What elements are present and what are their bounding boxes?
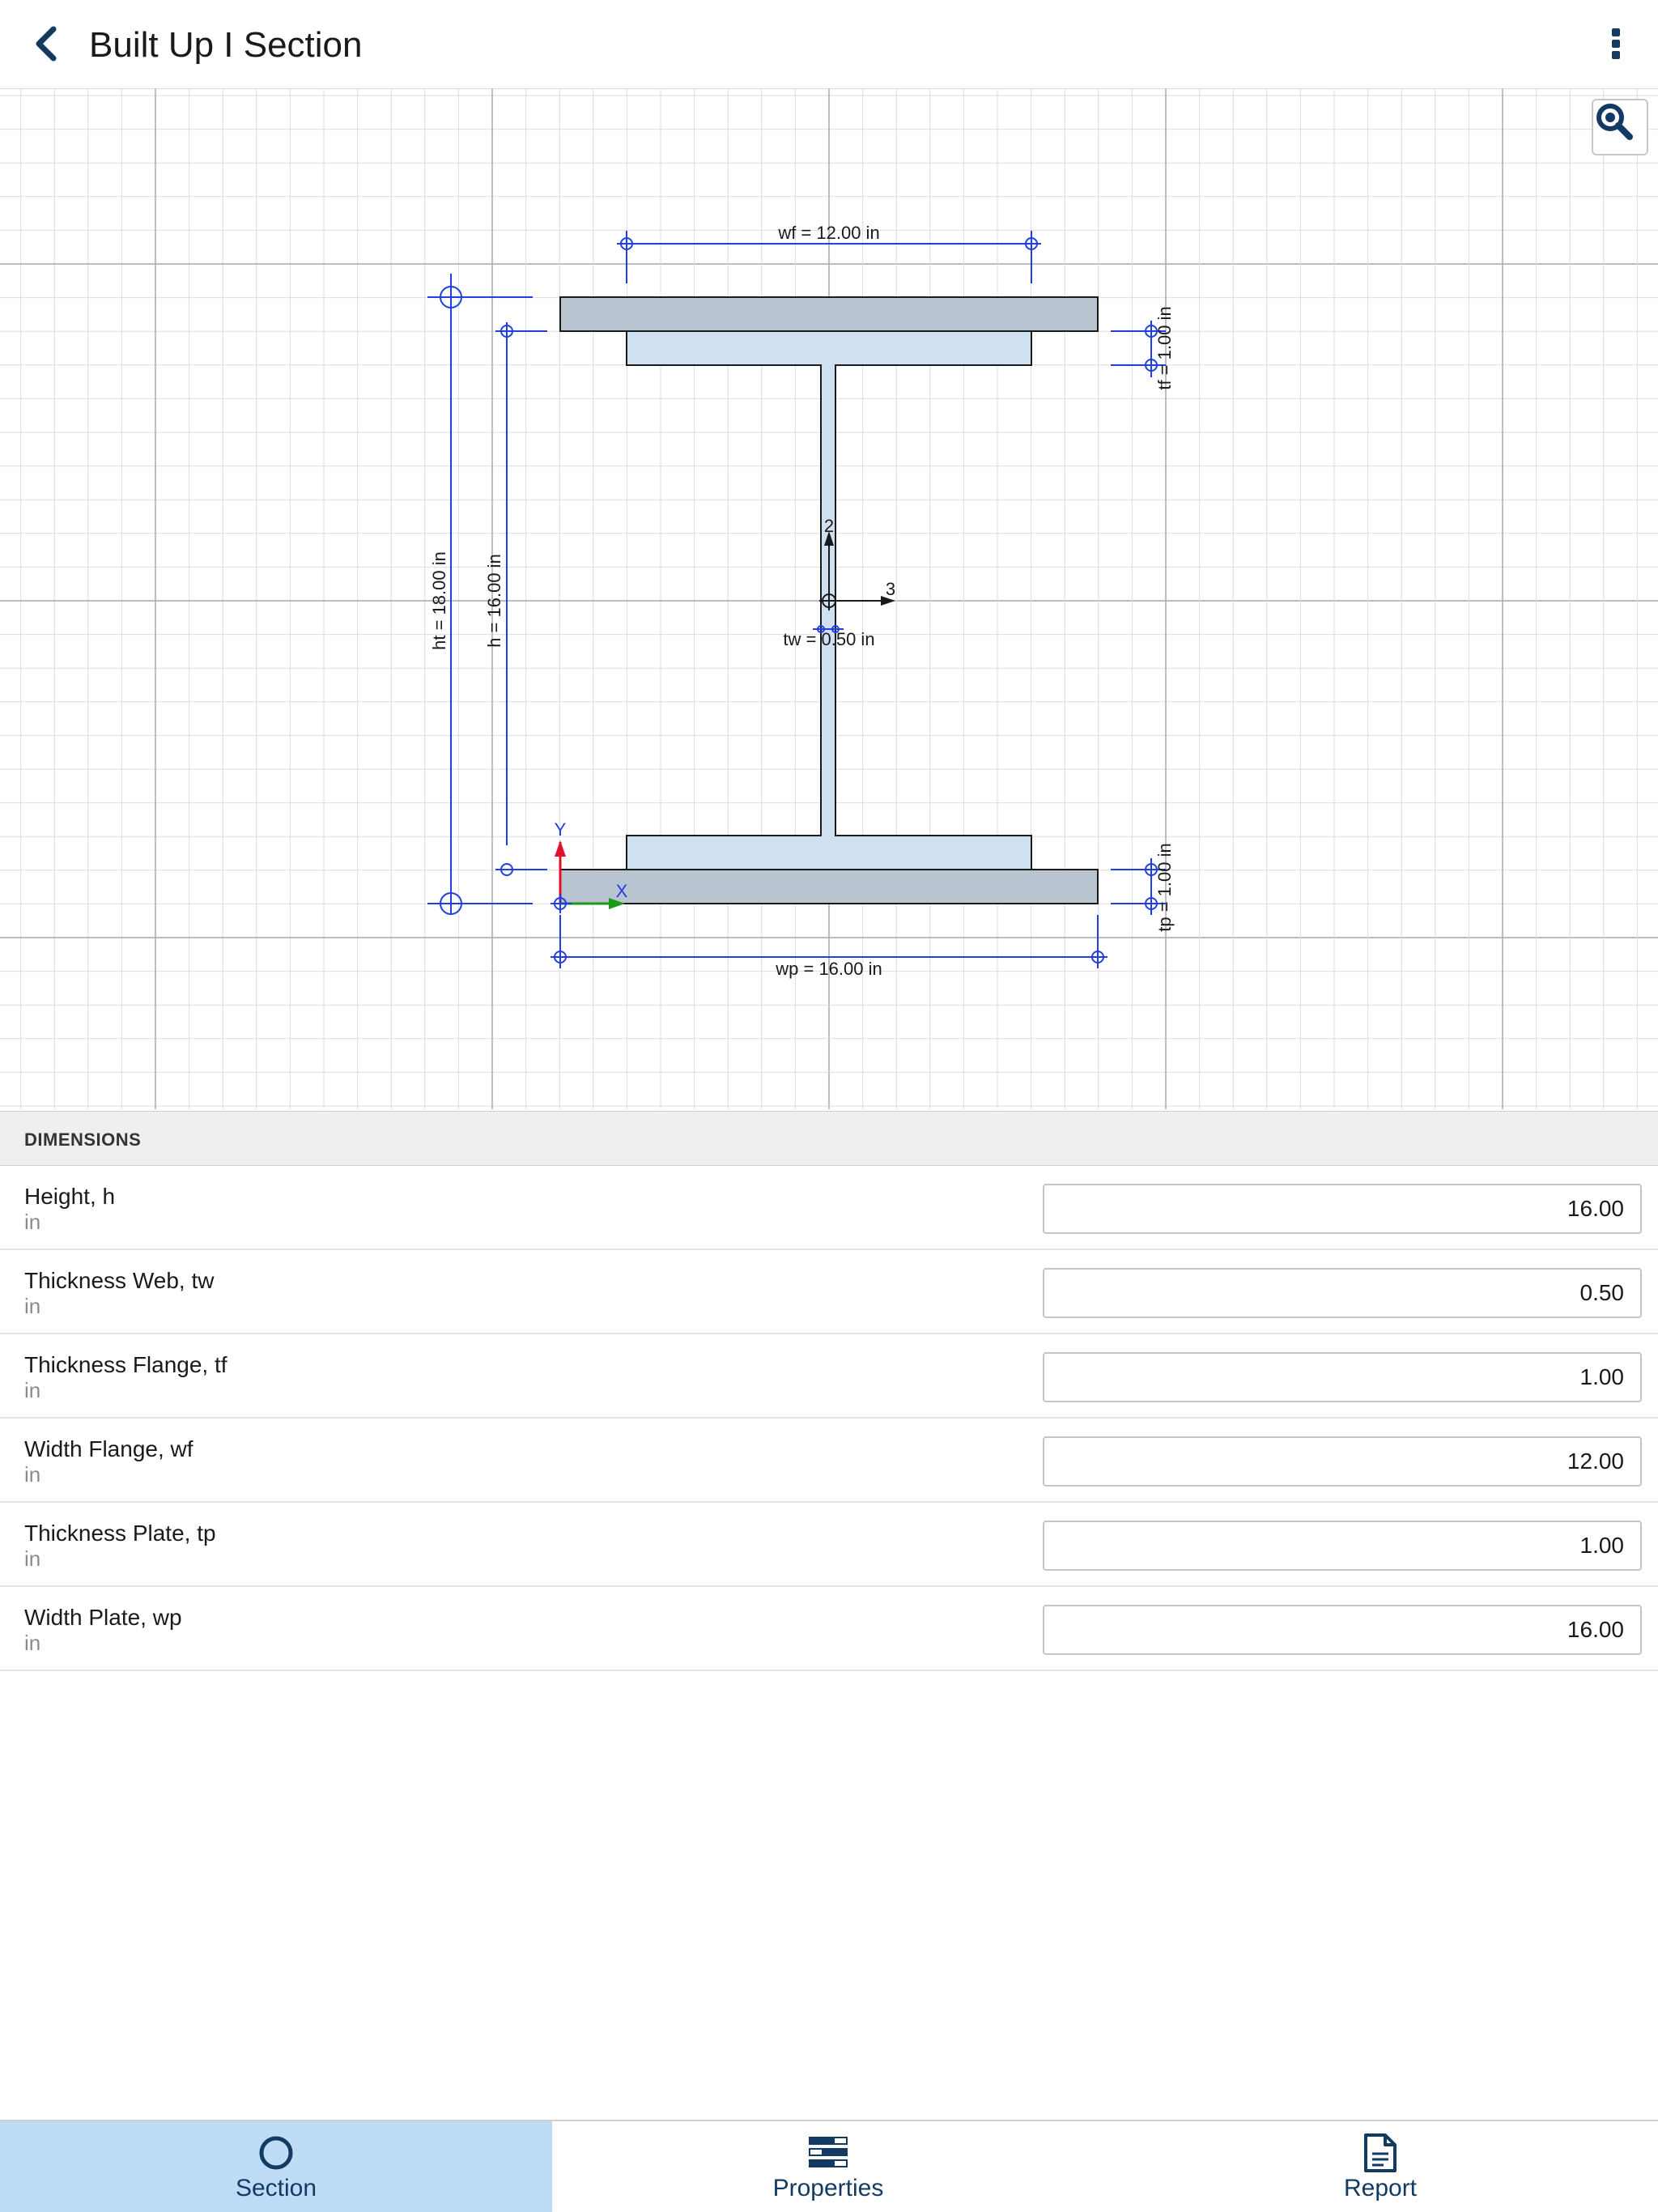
dimension-label: Thickness Web, tw	[24, 1268, 215, 1293]
axis-y-label: Y	[554, 819, 567, 840]
axis-x-label: X	[615, 881, 628, 901]
dimension-unit: in	[24, 1546, 41, 1571]
dimension-unit: in	[24, 1378, 41, 1402]
tab-report[interactable]	[1104, 2121, 1656, 2212]
dimension-row-height	[0, 1166, 1658, 1250]
tab-properties-label: Properties	[772, 2175, 884, 2201]
dimension-unit: in	[24, 1462, 41, 1487]
dimension-row-thickness-flange	[0, 1334, 1658, 1419]
tw-label: tw = 0.50 in	[783, 629, 875, 649]
width-plate-input[interactable]	[1043, 1605, 1642, 1655]
dimensions-header-label: DIMENSIONS	[24, 1129, 142, 1150]
dimension-label: Width Plate, wp	[24, 1605, 182, 1630]
more-options-button[interactable]	[1592, 19, 1640, 68]
dimension-unit: in	[24, 1210, 41, 1234]
more-vertical-icon	[1608, 23, 1624, 64]
h-label: h = 16.00 in	[484, 554, 504, 648]
axis-3-label: 3	[885, 579, 896, 599]
chevron-left-icon	[31, 24, 63, 63]
dimension-row-width-plate	[0, 1587, 1658, 1671]
bottom-navigation	[0, 2120, 1658, 2212]
dimension-label: Width Flange, wf	[24, 1436, 193, 1461]
dimensions-list	[0, 1166, 1658, 1671]
width-flange-input[interactable]	[1043, 1436, 1642, 1487]
section-drawing-canvas[interactable]	[0, 89, 1658, 1109]
wf-label: wf = 12.00 in	[778, 223, 880, 243]
tab-section[interactable]	[0, 2121, 552, 2212]
tp-label: tp = 1.00 in	[1154, 843, 1175, 932]
section-drawing	[0, 89, 1658, 1109]
dimension-row-thickness-web	[0, 1250, 1658, 1334]
page-title: Built Up I Section	[89, 25, 363, 65]
tab-properties[interactable]	[552, 2121, 1104, 2212]
zoom-icon	[1593, 100, 1635, 143]
dimensions-section-header	[0, 1111, 1658, 1166]
top-plate	[560, 297, 1098, 331]
thickness-web-input[interactable]	[1043, 1268, 1642, 1318]
bottom-plate	[560, 870, 1098, 904]
ht-label: ht = 18.00 in	[429, 551, 449, 650]
axis-2-label: 2	[823, 516, 835, 536]
circle-icon	[253, 2133, 299, 2173]
zoom-button[interactable]	[1592, 99, 1648, 155]
tf-label: tf = 1.00 in	[1154, 306, 1175, 390]
height-input[interactable]	[1043, 1184, 1642, 1234]
tab-report-label: Report	[1343, 2175, 1418, 2201]
wp-label: wp = 16.00 in	[776, 959, 882, 979]
thickness-plate-input[interactable]	[1043, 1521, 1642, 1571]
app-header	[0, 0, 1658, 89]
back-button[interactable]	[23, 19, 71, 68]
dimension-label: Thickness Flange, tf	[24, 1352, 227, 1377]
dimension-label: Thickness Plate, tp	[24, 1521, 216, 1546]
thickness-flange-input[interactable]	[1043, 1352, 1642, 1402]
report-icon	[1358, 2133, 1403, 2173]
dimension-unit: in	[24, 1294, 41, 1318]
dimension-label: Height, h	[24, 1184, 116, 1209]
dimension-unit: in	[24, 1631, 41, 1655]
dimension-row-thickness-plate	[0, 1503, 1658, 1587]
properties-icon	[806, 2133, 851, 2173]
dimension-row-width-flange	[0, 1419, 1658, 1503]
tab-section-label: Section	[235, 2175, 317, 2201]
